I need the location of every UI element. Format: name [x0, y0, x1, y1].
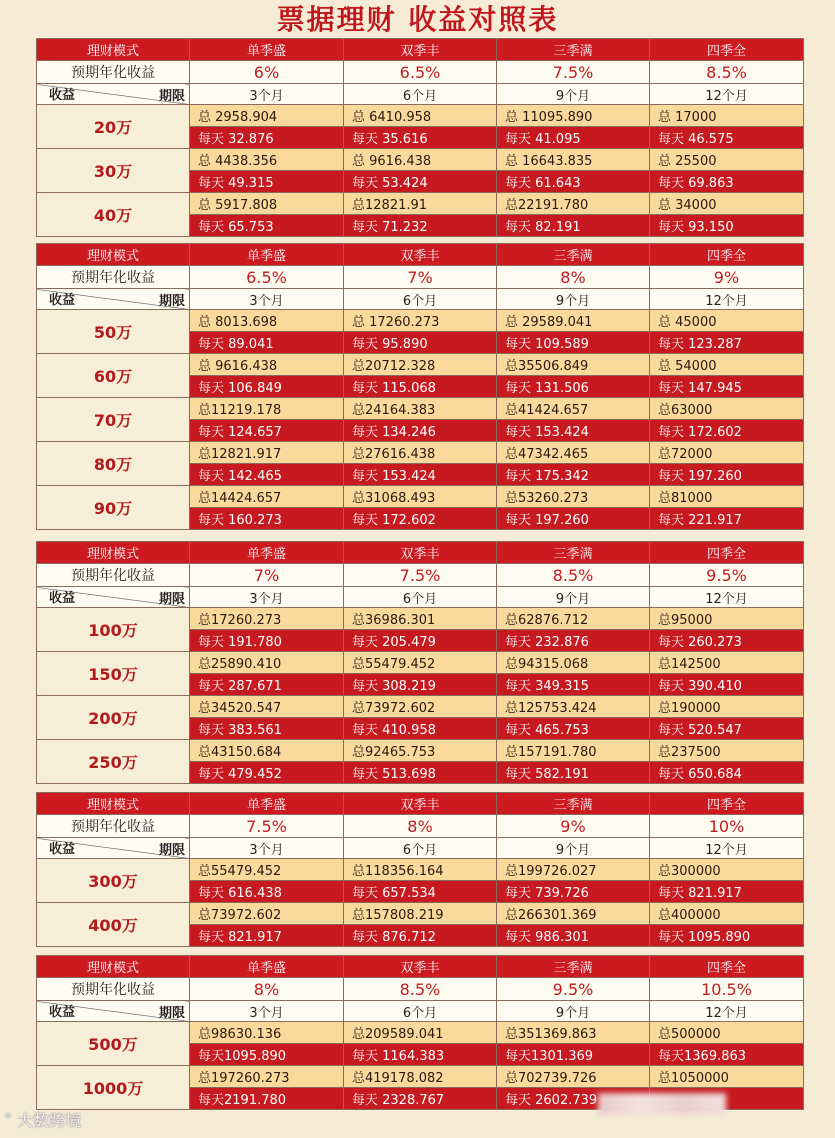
total-cell: 总266301.369 [497, 903, 650, 925]
daily-cell: 每天 172.602 [650, 420, 804, 442]
period-value: 3个月 [190, 289, 344, 310]
totals-row [37, 193, 804, 215]
total-cell: 总 54000 [650, 354, 804, 376]
product-name: 四季全 [650, 956, 804, 978]
total-cell: 总197260.273 [190, 1066, 344, 1088]
page-title: 票据理财 收益对照表 [276, 3, 559, 36]
rate-value: 8% [190, 978, 344, 1001]
daily-cell: 每天 123.287 [650, 332, 804, 354]
total-cell: 总81000 [650, 486, 804, 508]
product-name: 单季盛 [190, 39, 344, 61]
period-value: 12个月 [650, 838, 804, 859]
mode-label: 理财模式 [37, 39, 190, 61]
total-cell: 总73972.602 [344, 696, 497, 718]
total-cell: 总27616.438 [344, 442, 497, 464]
watermark-text: 大数跨境 [17, 1111, 82, 1130]
daily-cell: 每天 106.849 [190, 376, 344, 398]
daily-cell: 每天 115.068 [344, 376, 497, 398]
amount-cell: 20万 [37, 105, 190, 149]
section-table-2 [36, 243, 804, 530]
total-cell: 总55479.452 [344, 652, 497, 674]
daily-cell: 每天 82.191 [497, 215, 650, 237]
daily-cell: 每天 650.684 [650, 762, 804, 784]
income-label: 收益 [49, 88, 76, 103]
total-cell: 总 17000 [650, 105, 804, 127]
total-cell: 总125753.424 [497, 696, 650, 718]
daily-cell: 每天 109.589 [497, 332, 650, 354]
product-name: 三季满 [497, 244, 650, 266]
amount-cell: 250万 [37, 740, 190, 784]
daily-cell: 每天 986.301 [497, 925, 650, 947]
total-cell: 总351369.863 [497, 1022, 650, 1044]
total-cell: 总142500 [650, 652, 804, 674]
daily-cell: 每天 65.753 [190, 215, 344, 237]
daily-cell: 每天 46.575 [650, 127, 804, 149]
total-cell: 总500000 [650, 1022, 804, 1044]
daily-cell: 每天 172.602 [344, 508, 497, 530]
period-value: 9个月 [497, 1001, 650, 1022]
daily-cell: 每天 221.917 [650, 508, 804, 530]
period-label: 期限 [158, 1006, 185, 1021]
mode-label: 理财模式 [37, 793, 190, 815]
rate-row [37, 978, 804, 1001]
total-cell: 总55479.452 [190, 859, 344, 881]
mode-label: 理财模式 [37, 542, 190, 564]
rate-value: 6.5% [190, 266, 344, 289]
total-cell: 总35506.849 [497, 354, 650, 376]
total-cell: 总 34000 [650, 193, 804, 215]
daily-cell: 每天 465.753 [497, 718, 650, 740]
daily-cell: 每天 739.726 [497, 881, 650, 903]
total-cell: 总157808.219 [344, 903, 497, 925]
total-cell: 总419178.082 [344, 1066, 497, 1088]
total-cell: 总22191.780 [497, 193, 650, 215]
totals-row [37, 442, 804, 464]
daily-cell: 每天 191.780 [190, 630, 344, 652]
daily-cell: 每天 616.438 [190, 881, 344, 903]
period-label: 期限 [158, 592, 185, 607]
daily-cell: 每天 520.547 [650, 718, 804, 740]
period-row [37, 1001, 804, 1022]
total-cell: 总34520.547 [190, 696, 344, 718]
period-row [37, 838, 804, 859]
rate-value: 9% [650, 266, 804, 289]
total-cell: 总20712.328 [344, 354, 497, 376]
rate-value: 10.5% [650, 978, 804, 1001]
total-cell: 总 9616.438 [344, 149, 497, 171]
daily-cell: 每天 71.232 [344, 215, 497, 237]
total-cell: 总 5917.808 [190, 193, 344, 215]
rate-label: 预期年化收益 [37, 61, 190, 84]
daily-cell: 每天 821.917 [190, 925, 344, 947]
product-name: 双季丰 [344, 956, 497, 978]
total-cell: 总31068.493 [344, 486, 497, 508]
period-value: 6个月 [344, 587, 497, 608]
product-name: 单季盛 [190, 542, 344, 564]
period-value: 12个月 [650, 587, 804, 608]
period-value: 3个月 [190, 1001, 344, 1022]
rate-value: 8% [344, 815, 497, 838]
period-value: 6个月 [344, 1001, 497, 1022]
daily-cell: 每天 821.917 [650, 881, 804, 903]
daily-cell: 每天 142.465 [190, 464, 344, 486]
totals-row [37, 1022, 804, 1044]
rate-value: 8% [497, 266, 650, 289]
total-cell: 总 16643.835 [497, 149, 650, 171]
total-cell: 总12821.917 [190, 442, 344, 464]
amount-cell: 60万 [37, 354, 190, 398]
section-table-3 [36, 541, 804, 784]
product-name: 双季丰 [344, 542, 497, 564]
total-cell: 总47342.465 [497, 442, 650, 464]
amount-cell: 500万 [37, 1022, 190, 1066]
daily-cell: 每天 232.876 [497, 630, 650, 652]
total-cell: 总199726.027 [497, 859, 650, 881]
daily-cell: 每天 287.671 [190, 674, 344, 696]
totals-row [37, 486, 804, 508]
amount-cell: 1000万 [37, 1066, 190, 1110]
totals-row [37, 149, 804, 171]
total-cell: 总14424.657 [190, 486, 344, 508]
period-value: 6个月 [344, 84, 497, 105]
total-cell: 总 45000 [650, 310, 804, 332]
amount-cell: 90万 [37, 486, 190, 530]
daily-cell: 每天 69.863 [650, 171, 804, 193]
total-cell: 总94315.068 [497, 652, 650, 674]
daily-cell: 每天 93.150 [650, 215, 804, 237]
total-cell: 总 4438.356 [190, 149, 344, 171]
amount-cell: 70万 [37, 398, 190, 442]
total-cell: 总53260.273 [497, 486, 650, 508]
total-cell: 总92465.753 [344, 740, 497, 762]
daily-cell: 每天 383.561 [190, 718, 344, 740]
rate-value: 7.5% [497, 61, 650, 84]
income-period-header [37, 1001, 190, 1022]
income-label: 收益 [49, 293, 76, 308]
daily-cell: 每天 175.342 [497, 464, 650, 486]
total-cell: 总72000 [650, 442, 804, 464]
total-cell: 总62876.712 [497, 608, 650, 630]
amount-cell: 200万 [37, 696, 190, 740]
rate-value: 8.5% [497, 564, 650, 587]
amount-cell: 150万 [37, 652, 190, 696]
total-cell: 总 8013.698 [190, 310, 344, 332]
daily-cell: 每天 61.643 [497, 171, 650, 193]
daily-cell: 每天 131.506 [497, 376, 650, 398]
daily-cell: 每天 2328.767 [344, 1088, 497, 1110]
totals-row [37, 859, 804, 881]
product-name: 四季全 [650, 793, 804, 815]
product-name: 双季丰 [344, 39, 497, 61]
daily-cell: 每天1095.890 [190, 1044, 344, 1066]
rate-value: 6% [190, 61, 344, 84]
income-period-header [37, 838, 190, 859]
period-row [37, 587, 804, 608]
daily-cell: 每天 2602.739 [497, 1088, 650, 1110]
daily-cell: 每天 153.424 [497, 420, 650, 442]
daily-cell: 每天 89.041 [190, 332, 344, 354]
totals-row [37, 696, 804, 718]
total-cell: 总 29589.041 [497, 310, 650, 332]
daily-cell: 每天 32.876 [190, 127, 344, 149]
product-name: 四季全 [650, 542, 804, 564]
amount-cell: 100万 [37, 608, 190, 652]
rate-row [37, 61, 804, 84]
total-cell: 总300000 [650, 859, 804, 881]
period-value: 9个月 [497, 838, 650, 859]
period-row [37, 84, 804, 105]
amount-cell: 50万 [37, 310, 190, 354]
product-name: 单季盛 [190, 244, 344, 266]
rate-value: 10% [650, 815, 804, 838]
header-row [37, 244, 804, 266]
totals-row [37, 105, 804, 127]
product-name: 四季全 [650, 244, 804, 266]
product-name: 双季丰 [344, 793, 497, 815]
income-label: 收益 [49, 842, 76, 857]
rate-value: 8.5% [650, 61, 804, 84]
product-name: 三季满 [497, 542, 650, 564]
daily-cell: 每天1369.863 [650, 1044, 804, 1066]
totals-row [37, 1066, 804, 1088]
daily-cell: 每天 35.616 [344, 127, 497, 149]
daily-cell: 每天 53.424 [344, 171, 497, 193]
total-cell: 总400000 [650, 903, 804, 925]
income-period-header [37, 289, 190, 310]
total-cell: 总63000 [650, 398, 804, 420]
daily-cell: 每天 153.424 [344, 464, 497, 486]
daily-cell: 每天 197.260 [650, 464, 804, 486]
income-period-header [37, 587, 190, 608]
total-cell: 总41424.657 [497, 398, 650, 420]
total-cell: 总95000 [650, 608, 804, 630]
total-cell: 总98630.136 [190, 1022, 344, 1044]
daily-cell: 每天 260.273 [650, 630, 804, 652]
total-cell: 总73972.602 [190, 903, 344, 925]
daily-cell: 每天 410.958 [344, 718, 497, 740]
amount-cell: 80万 [37, 442, 190, 486]
period-value: 6个月 [344, 289, 497, 310]
section-table-4 [36, 792, 804, 947]
total-cell: 总25890.410 [190, 652, 344, 674]
totals-row [37, 608, 804, 630]
mode-label: 理财模式 [37, 956, 190, 978]
daily-cell: 每天 41.095 [497, 127, 650, 149]
total-cell: 总17260.273 [190, 608, 344, 630]
total-cell: 总 25500 [650, 149, 804, 171]
section-table-5 [36, 955, 804, 1110]
watermark-logo-icon: ° [4, 1110, 12, 1129]
rate-label: 预期年化收益 [37, 978, 190, 1001]
period-label: 期限 [158, 89, 185, 104]
daily-cell: 每天 49.315 [190, 171, 344, 193]
daily-cell: 每天 513.698 [344, 762, 497, 784]
product-name: 单季盛 [190, 793, 344, 815]
totals-row [37, 740, 804, 762]
daily-cell: 每天1301.369 [497, 1044, 650, 1066]
daily-cell: 每天 390.410 [650, 674, 804, 696]
rate-value: 7% [190, 564, 344, 587]
totals-row [37, 903, 804, 925]
header-row [37, 793, 804, 815]
rate-row [37, 266, 804, 289]
totals-row [37, 398, 804, 420]
total-cell: 总43150.684 [190, 740, 344, 762]
totals-row [37, 652, 804, 674]
period-value: 9个月 [497, 289, 650, 310]
period-value: 3个月 [190, 838, 344, 859]
mode-label: 理财模式 [37, 244, 190, 266]
daily-cell: 每天 657.534 [344, 881, 497, 903]
rate-label: 预期年化收益 [37, 815, 190, 838]
daily-cell: 每天 134.246 [344, 420, 497, 442]
product-name: 三季满 [497, 793, 650, 815]
total-cell: 总36986.301 [344, 608, 497, 630]
daily-cell: 每天 479.452 [190, 762, 344, 784]
daily-cell: 每天 197.260 [497, 508, 650, 530]
rate-value: 9.5% [650, 564, 804, 587]
product-name: 三季满 [497, 39, 650, 61]
blurred-area [598, 1093, 726, 1115]
total-cell: 总 6410.958 [344, 105, 497, 127]
rate-row [37, 564, 804, 587]
total-cell: 总118356.164 [344, 859, 497, 881]
total-cell: 总1050000 [650, 1066, 804, 1088]
product-name: 三季满 [497, 956, 650, 978]
rate-value: 6.5% [344, 61, 497, 84]
daily-cell: 每天2191.780 [190, 1088, 344, 1110]
total-cell: 总237500 [650, 740, 804, 762]
daily-cell: 每天 95.890 [344, 332, 497, 354]
product-name: 四季全 [650, 39, 804, 61]
total-cell: 总11219.178 [190, 398, 344, 420]
rate-value: 9.5% [497, 978, 650, 1001]
total-cell: 总 2958.904 [190, 105, 344, 127]
total-cell: 总12821.91 [344, 193, 497, 215]
total-cell: 总157191.780 [497, 740, 650, 762]
product-name: 双季丰 [344, 244, 497, 266]
period-value: 12个月 [650, 289, 804, 310]
period-label: 期限 [158, 843, 185, 858]
daily-cell: 每天 1164.383 [344, 1044, 497, 1066]
daily-cell: 每天 876.712 [344, 925, 497, 947]
period-value: 3个月 [190, 84, 344, 105]
income-label: 收益 [49, 1005, 76, 1020]
daily-cell: 每天 160.273 [190, 508, 344, 530]
period-value: 12个月 [650, 1001, 804, 1022]
rate-value: 7.5% [344, 564, 497, 587]
rate-value: 7% [344, 266, 497, 289]
daily-cell: 每天 308.219 [344, 674, 497, 696]
daily-cell: 每天 205.479 [344, 630, 497, 652]
daily-cell: 每天 1095.890 [650, 925, 804, 947]
watermark [4, 1108, 81, 1134]
period-value: 9个月 [497, 587, 650, 608]
period-value: 6个月 [344, 838, 497, 859]
period-value: 12个月 [650, 84, 804, 105]
rate-label: 预期年化收益 [37, 266, 190, 289]
rate-row [37, 815, 804, 838]
daily-cell: 每天 147.945 [650, 376, 804, 398]
total-cell: 总702739.726 [497, 1066, 650, 1088]
header-row [37, 956, 804, 978]
totals-row [37, 354, 804, 376]
daily-cell: 每天 582.191 [497, 762, 650, 784]
total-cell: 总190000 [650, 696, 804, 718]
period-label: 期限 [158, 294, 185, 309]
header-row [37, 39, 804, 61]
total-cell: 总209589.041 [344, 1022, 497, 1044]
period-value: 3个月 [190, 587, 344, 608]
totals-row [37, 310, 804, 332]
period-row [37, 289, 804, 310]
product-name: 单季盛 [190, 956, 344, 978]
amount-cell: 30万 [37, 149, 190, 193]
rate-value: 9% [497, 815, 650, 838]
daily-cell: 每天 124.657 [190, 420, 344, 442]
amount-cell: 300万 [37, 859, 190, 903]
income-label: 收益 [49, 591, 76, 606]
daily-cell: 每天 349.315 [497, 674, 650, 696]
period-value: 9个月 [497, 84, 650, 105]
total-cell: 总 11095.890 [497, 105, 650, 127]
header-row [37, 542, 804, 564]
rate-value: 8.5% [344, 978, 497, 1001]
rate-label: 预期年化收益 [37, 564, 190, 587]
total-cell: 总 17260.273 [344, 310, 497, 332]
total-cell: 总 9616.438 [190, 354, 344, 376]
rate-value: 7.5% [190, 815, 344, 838]
amount-cell: 400万 [37, 903, 190, 947]
section-table-1 [36, 38, 804, 237]
total-cell: 总24164.383 [344, 398, 497, 420]
amount-cell: 40万 [37, 193, 190, 237]
income-period-header [37, 84, 190, 105]
